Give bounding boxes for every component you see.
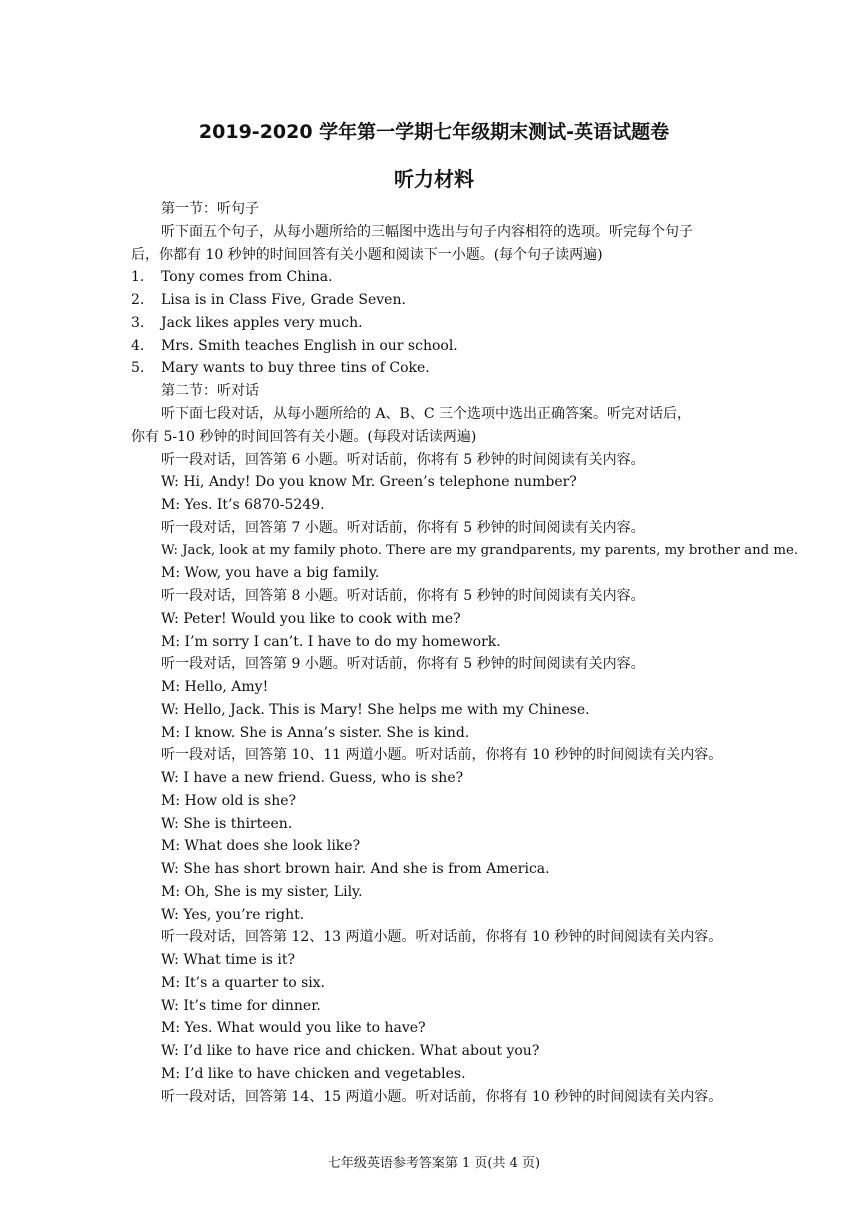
dialogue-intro: 听一段对话，回答第 8 小题。听对话前，你将有 5 秒钟的时间阅读有关内容。 bbox=[161, 588, 645, 604]
section1-heading: 第一节：听句子 bbox=[161, 201, 259, 217]
dialogue-intro: 听一段对话，回答第 7 小题。听对话前，你将有 5 秒钟的时间阅读有关内容。 bbox=[161, 520, 645, 536]
item-number: 5. bbox=[131, 360, 145, 376]
item-number: 1. bbox=[131, 269, 145, 285]
dialogue-intro: 听一段对话，回答第 14、15 两道小题。听对话前，你将有 10 秒钟的时间阅读有关内容。 bbox=[161, 1089, 723, 1105]
dialogue-line: M: How old is she? bbox=[161, 793, 296, 809]
dialogue-line: M: Yes. It’s 6870-5249. bbox=[161, 497, 325, 513]
dialogue-line: W: I’d like to have rice and chicken. What about you? bbox=[161, 1043, 540, 1059]
page-footer: 七年级英语参考答案第 1 页(共 4 页) bbox=[327, 1156, 541, 1171]
item-text: Mary wants to buy three tins of Coke. bbox=[161, 360, 430, 376]
dialogue-line: W: Hello, Jack. This is Mary! She helps me with my Chinese. bbox=[161, 702, 590, 718]
dialogue-line: W: Jack, look at my family photo. There are my grandparents, my parents, my brother and me. bbox=[161, 543, 799, 558]
item-text: Lisa is in Class Five, Grade Seven. bbox=[161, 292, 406, 308]
dialogue-intro: 听一段对话，回答第 10、11 两道小题。听对话前，你将有 10 秒钟的时间阅读有关内容。 bbox=[161, 747, 723, 763]
section2-heading: 第二节：听对话 bbox=[161, 383, 259, 399]
item-number: 4. bbox=[131, 338, 145, 354]
dialogue-line: M: I’m sorry I can’t. I have to do my homework. bbox=[161, 634, 501, 650]
dialogue-intro: 听一段对话，回答第 12、13 两道小题。听对话前，你将有 10 秒钟的时间阅读有关内容。 bbox=[161, 929, 723, 945]
item-text: Tony comes from China. bbox=[161, 269, 333, 285]
dialogue-line: M: Yes. What would you like to have? bbox=[161, 1020, 426, 1036]
dialogue-line: W: Hi, Andy! Do you know Mr. Green’s telephone number? bbox=[161, 474, 577, 490]
dialogue-line: W: She has short brown hair. And she is from America. bbox=[161, 861, 550, 877]
dialogue-line: M: I know. She is Anna’s sister. She is kind. bbox=[161, 725, 470, 741]
item-text: Mrs. Smith teaches English in our school. bbox=[161, 338, 458, 354]
dialogue-intro: 听一段对话，回答第 9 小题。听对话前，你将有 5 秒钟的时间阅读有关内容。 bbox=[161, 656, 645, 672]
document-subtitle: 听力材料 bbox=[394, 167, 474, 191]
dialogue-line: W: Yes, you’re right. bbox=[161, 907, 305, 923]
section1-instructions-line2: 后，你都有 10 秒钟的时间回答有关小题和阅读下一小题。(每个句子读两遍) bbox=[131, 247, 603, 263]
dialogue-line: M: Oh, She is my sister, Lily. bbox=[161, 884, 363, 900]
dialogue-line: M: Hello, Amy! bbox=[161, 679, 269, 695]
item-number: 2. bbox=[131, 292, 145, 308]
dialogue-line: W: I have a new friend. Guess, who is she? bbox=[161, 770, 464, 786]
dialogue-line: M: It’s a quarter to six. bbox=[161, 975, 326, 991]
document-title: 2019-2020 学年第一学期七年级期末测试-英语试题卷 bbox=[198, 121, 670, 143]
dialogue-line: M: I’d like to have chicken and vegetables. bbox=[161, 1066, 466, 1082]
dialogue-line: W: Peter! Would you like to cook with me? bbox=[161, 611, 461, 627]
dialogue-line: W: What time is it? bbox=[161, 952, 296, 968]
dialogue-line: W: She is thirteen. bbox=[161, 816, 293, 832]
section2-instructions-line2: 你有 5-10 秒钟的时间回答有关小题。(每段对话读两遍) bbox=[131, 429, 477, 445]
section1-instructions-line1: 听下面五个句子，从每小题所给的三幅图中选出与句子内容相符的选项。听完每个句子 bbox=[161, 224, 693, 240]
section2-instructions-line1: 听下面七段对话，从每小题所给的 A、B、C 三个选项中选出正确答案。听完对话后， bbox=[161, 406, 692, 422]
dialogue-line: W: It’s time for dinner. bbox=[161, 998, 321, 1014]
dialogue-line: M: What does she look like? bbox=[161, 838, 361, 854]
item-number: 3. bbox=[131, 315, 145, 331]
item-text: Jack likes apples very much. bbox=[161, 315, 363, 331]
dialogue-intro: 听一段对话，回答第 6 小题。听对话前，你将有 5 秒钟的时间阅读有关内容。 bbox=[161, 452, 645, 468]
dialogue-line: M: Wow, you have a big family. bbox=[161, 565, 380, 581]
